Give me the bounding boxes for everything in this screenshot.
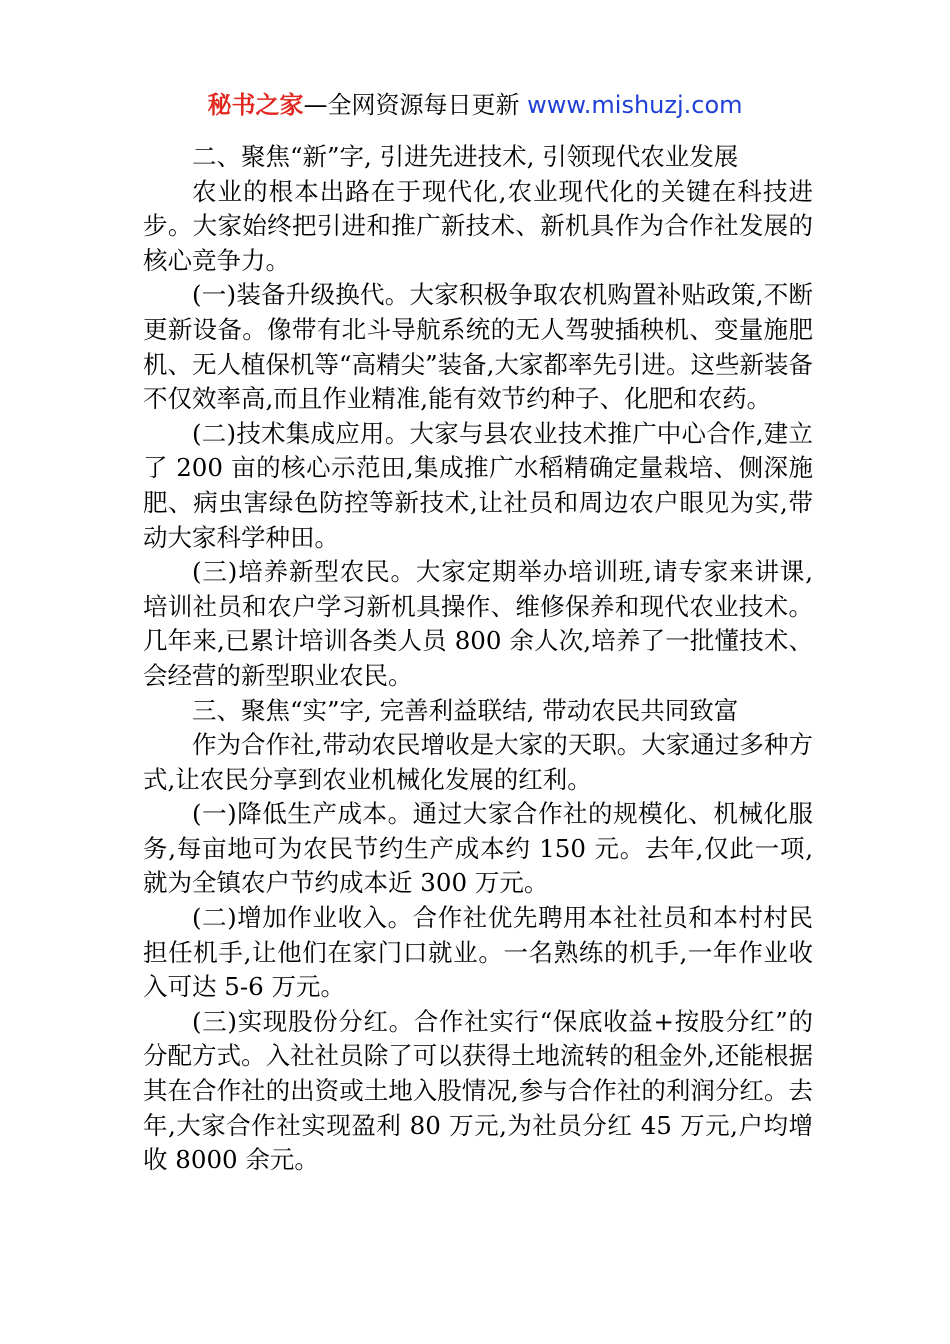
paragraph: (二)增加作业收入。合作社优先聘用本社社员和本村村民担任机手,让他们在家门口就业。一名熟练的机手,一年作业收入可达 5-6 万元。 (143, 903, 813, 1002)
paragraph: 农业的根本出路在于现代化,农业现代化的关键在科技进步。大家始终把引进和推广新技术、新机具作为合作社发展的核心竞争力。 (143, 176, 813, 275)
section-heading-2: 二、聚焦“新”字, 引进先进技术, 引领现代农业发展 (192, 142, 739, 171)
section-heading-3: 三、聚焦“实”字, 完善利益联结, 带动农民共同致富 (192, 695, 739, 725)
site-url[interactable]: www.mishuzj.com (527, 91, 743, 119)
document-body (143, 140, 813, 1178)
header-tagline: —全网资源每日更新 (303, 91, 528, 119)
paragraph: (一)装备升级换代。大家积极争取农机购置补贴政策,不断更新设备。像带有北斗导航系统的无人驾驶插秧机、变量施肥机、无人植保机等“高精尖”装备,大家都率先引进。这些新装备不仅效率高,而且作业精准,能有效节约种子、化肥和农药。 (143, 280, 813, 414)
paragraph: (一)降低生产成本。通过大家合作社的规模化、机械化服务,每亩地可为农民节约生产成本约 150 元。去年,仅此一项,就为全镇农户节约成本近 300 万元。 (143, 799, 813, 898)
paragraph: (二)技术集成应用。大家与县农业技术推广中心合作,建立了 200 亩的核心示范田,集成推广水稻精确定量栽培、侧深施肥、病虫害绿色防控等新技术,让社员和周边农户眼见为实,带动大家科学种田。 (143, 418, 813, 552)
brand-name: 秘书之家 (207, 91, 304, 119)
paragraph: 作为合作社,带动农民增收是大家的天职。大家通过多种方式,让农民分享到农业机械化发展的红利。 (143, 730, 813, 794)
paragraph: (三)培养新型农民。大家定期举办培训班,请专家来讲课,培训社员和农户学习新机具操作、维修保养和现代农业技术。几年来,已累计培训各类人员 800 余人次,培养了一批懂技术、会经营的新型职业农民。 (143, 557, 813, 690)
paragraph: (三)实现股份分红。合作社实行“保底收益+按股分红”的分配方式。入社社员除了可以获得土地流转的租金外,还能根据其在合作社的出资或土地入股情况,参与合作社的利润分红。去年,大家合作社实现盈利 80 万元,为社员分红 45 万元,户均增收 8000 余元。 (143, 1006, 813, 1175)
site-header (0, 88, 950, 122)
